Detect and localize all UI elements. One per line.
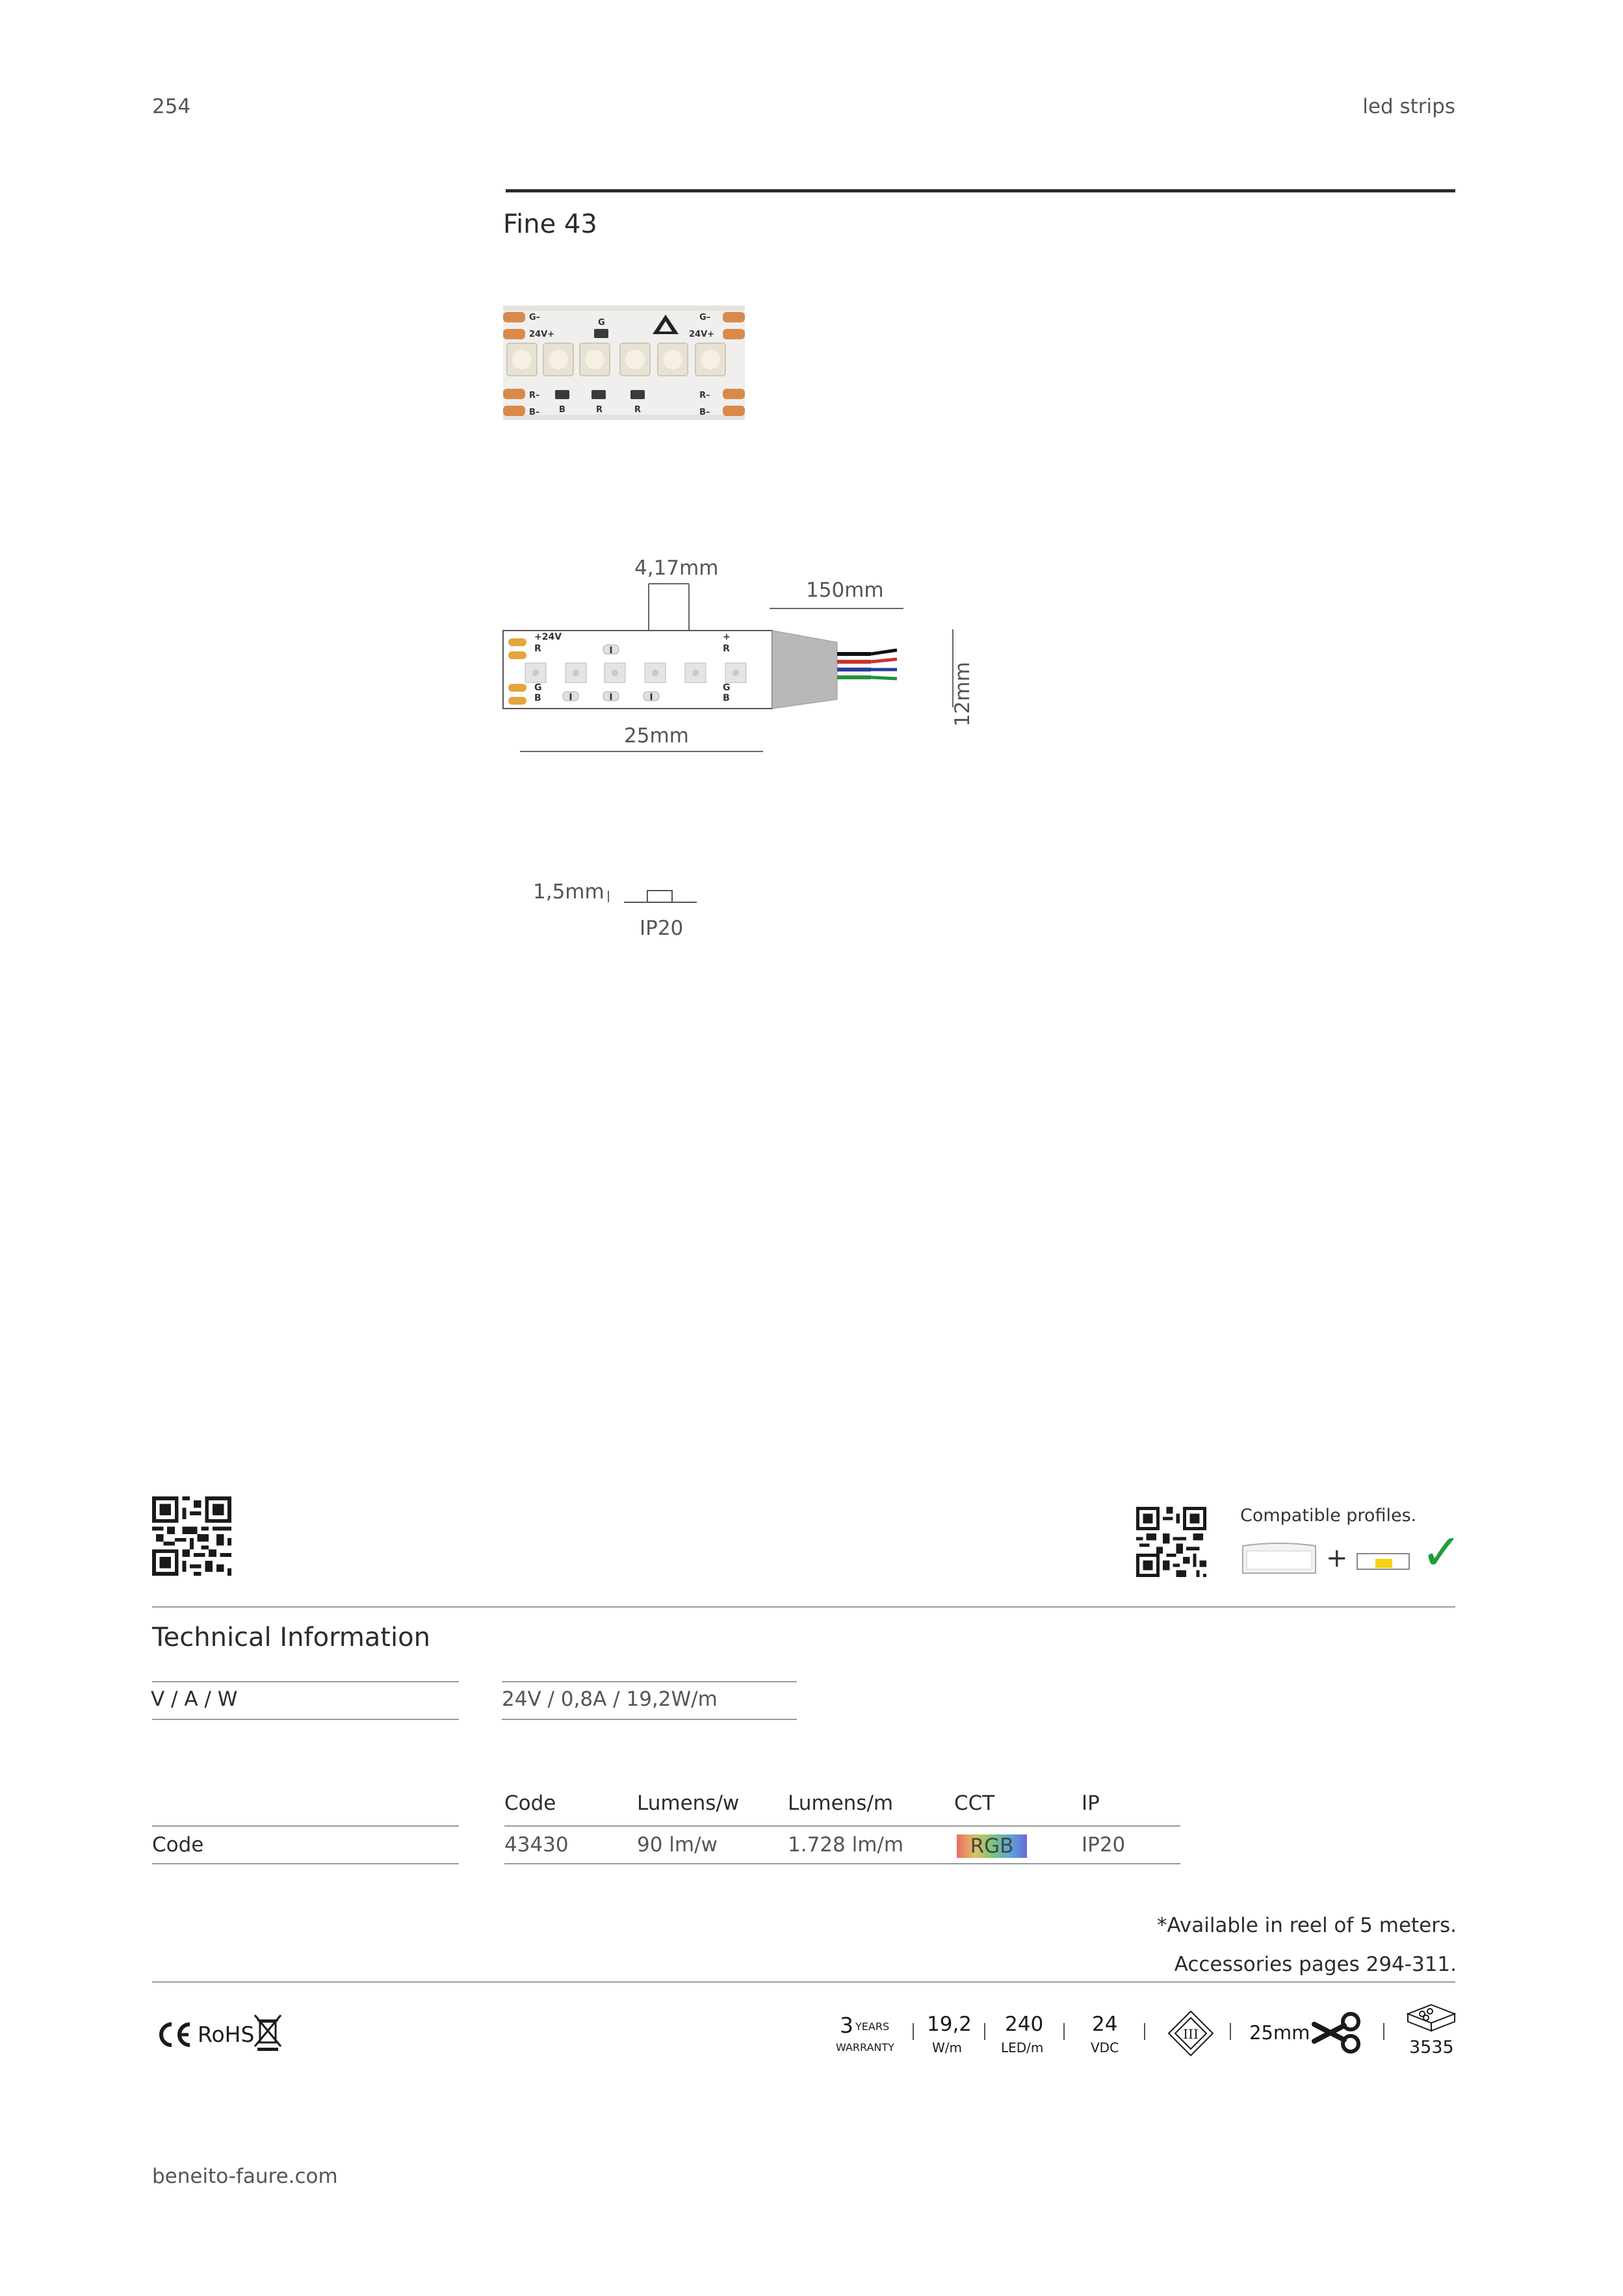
qr-code-profiles[interactable]: [1136, 1507, 1206, 1577]
page-number: 254: [152, 95, 191, 118]
cell-lumens-m: 1.728 lm/m: [788, 1833, 904, 1857]
cell-code: 43430: [504, 1833, 569, 1857]
dim-thickness-label: 1,5mm: [533, 880, 604, 904]
profile-icon: [1240, 1542, 1318, 1577]
photo-label-r2: R: [634, 405, 642, 415]
photo-label-r-minus-right: R–: [699, 391, 710, 400]
warranty-number: 3: [840, 2013, 853, 2038]
compatible-profiles-label: Compatible profiles.: [1240, 1506, 1417, 1526]
section-title: led strips: [1362, 95, 1455, 118]
section-drawing: [604, 888, 702, 909]
spec-separator-1: [913, 2023, 914, 2040]
tech-title: Technical Information: [152, 1623, 430, 1652]
rohs-label: RoHS: [198, 2022, 255, 2047]
dim-pitch-label: 4,17mm: [634, 556, 719, 580]
vaw-value-top-rule: [502, 1681, 797, 1682]
power-value: 19,2: [927, 2013, 972, 2036]
class-iii-icon: [1167, 2010, 1214, 2057]
weee-bin-icon: [252, 2013, 283, 2052]
warranty-word: WARRANTY: [836, 2041, 894, 2054]
photo-label-b: B: [559, 405, 565, 415]
title-rule: [506, 189, 1455, 192]
plus-sign: +: [1326, 1543, 1348, 1573]
strip-photo: [503, 306, 745, 420]
photo-label-b-minus-right: B–: [699, 408, 710, 417]
product-name: Fine 43: [503, 209, 597, 239]
pad-label-g: G: [534, 683, 542, 693]
pad-label-right-plus: +: [723, 632, 731, 642]
code-row-label: Code: [152, 1833, 204, 1857]
dim-cable-label: 150mm: [806, 579, 884, 602]
cell-ip: IP20: [1082, 1833, 1126, 1857]
spec-separator-2: [984, 2023, 985, 2040]
vaw-label-bottom-rule: [152, 1719, 459, 1720]
resistor-mark-4: I: [649, 692, 653, 703]
qr-code-product[interactable]: [152, 1496, 231, 1576]
spec-separator-6: [1383, 2023, 1384, 2040]
tech-top-rule: [152, 1606, 1455, 1608]
resistor-mark-3: I: [609, 692, 613, 703]
photo-label-24v-left: 24V+: [529, 330, 555, 339]
vaw-label: V / A / W: [151, 1688, 238, 1711]
pad-label-24v: +24V: [534, 632, 562, 642]
cell-cct: RGB: [970, 1834, 1014, 1858]
spec-separator-5: [1230, 2023, 1231, 2040]
spec-separator-4: [1144, 2023, 1145, 2040]
strip-dimension-drawing: [494, 553, 975, 761]
col-header-lumens-w: Lumens/w: [637, 1792, 740, 1815]
check-icon: ✓: [1421, 1523, 1462, 1581]
led-density-value: 240: [1005, 2013, 1044, 2036]
voltage-value: 24: [1092, 2013, 1118, 2036]
photo-label-g-mid: G: [598, 318, 605, 328]
dim-height-label: 12mm: [951, 662, 974, 727]
pad-label-b: B: [534, 693, 541, 703]
vaw-value: 24V / 0,8A / 19,2W/m: [502, 1688, 718, 1711]
photo-label-g-minus-left: G–: [529, 313, 541, 322]
photo-label-r-minus-left: R–: [529, 391, 540, 400]
resistor-mark-2: I: [569, 692, 573, 703]
cut-length: 25mm: [1249, 2022, 1310, 2044]
notes-bottom-rule: [152, 1981, 1455, 1983]
scissors-icon: [1312, 2011, 1365, 2054]
class-iii-label: III: [1183, 2026, 1199, 2042]
spec-separator-3: [1063, 2023, 1065, 2040]
chip-type: 3535: [1409, 2037, 1454, 2057]
pad-label-right-g: G: [723, 683, 731, 693]
voltage-unit: VDC: [1091, 2040, 1119, 2055]
col-header-ip: IP: [1082, 1792, 1100, 1815]
warranty-years: YEARS: [855, 2020, 890, 2033]
dim-cut-label: 25mm: [624, 724, 689, 748]
accessories-note: Accessories pages 294-311.: [1174, 1953, 1457, 1976]
photo-label-b-minus-left: B–: [529, 408, 540, 417]
code-label-top-rule: [152, 1825, 459, 1827]
col-header-cct: CCT: [954, 1792, 995, 1815]
vaw-label-top-rule: [152, 1681, 459, 1682]
vaw-value-bottom-rule: [502, 1719, 797, 1720]
pad-label-r: R: [534, 644, 541, 654]
strip-icon: [1356, 1551, 1410, 1572]
code-table-bottom-rule: [504, 1863, 1180, 1864]
code-table-top-rule: [504, 1825, 1180, 1827]
resistor-mark-1: I: [609, 646, 613, 656]
photo-label-24v-right: 24V+: [689, 330, 715, 339]
pad-label-right-b: B: [723, 693, 730, 703]
pad-label-right-r: R: [723, 644, 730, 654]
cell-lumens-w: 90 lm/w: [637, 1833, 718, 1857]
led-density-unit: LED/m: [1001, 2040, 1044, 2055]
photo-label-r1: R: [596, 405, 603, 415]
code-label-bottom-rule: [152, 1863, 459, 1864]
power-unit: W/m: [932, 2040, 962, 2055]
website-link[interactable]: beneito-faure.com: [152, 2165, 338, 2188]
col-header-lumens-m: Lumens/m: [788, 1792, 894, 1815]
photo-label-g-minus-right: G–: [699, 313, 711, 322]
col-header-code: Code: [504, 1792, 556, 1815]
reel-note: *Available in reel of 5 meters.: [1156, 1914, 1457, 1937]
ip-rating-label: IP20: [640, 917, 684, 940]
led-chip-icon: [1405, 2002, 1457, 2033]
